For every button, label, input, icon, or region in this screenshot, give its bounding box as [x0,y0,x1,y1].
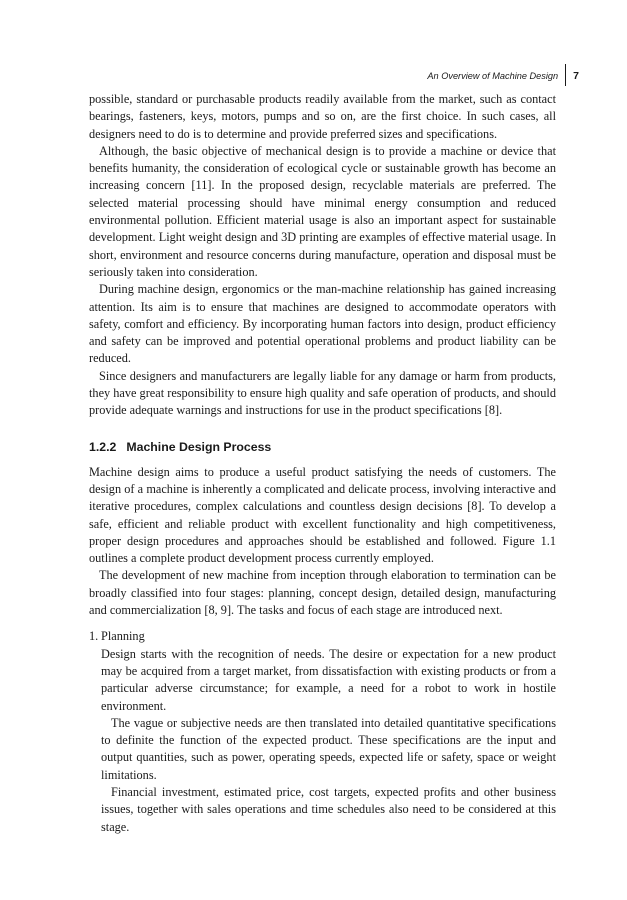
section-number: 1.2.2 [89,439,117,454]
stage-list [89,628,556,836]
body-paragraph: The development of new machine from inception through elaboration to termination can be broadly classified into four stages: planning, concept design, detailed design, manufacturing and commercialization [8, 9]. The tasks and focus of each stage are introduced next. [89,568,556,618]
page-number: 7 [573,70,579,82]
list-item [89,628,556,836]
running-head [427,64,579,86]
section-title: Machine Design Process [126,439,272,454]
list-item-paragraph: Design starts with the recognition of needs. The desire or expectation for a new product may be acquired from a target market, from dissatisfaction with existing products or from a particular adverse circumstance; for example, a need for a robot to work in hostile environment. [101,646,556,713]
body-paragraph: Since designers and manufacturers are legally liable for any damage or harm from products, they have great responsibility to ensure high quality and safe operation of products, and should provide adequate warnings and instructions for use in the product specifications [8]. [89,368,556,418]
list-item-number: 1. [89,629,99,644]
list-item-paragraph: The vague or subjective needs are then translated into detailed quantitative specifications to definite the function of the expected product. These specifications are the input and output quantities, such as power, operating speeds, expected life or safety, space or weight limitations. [101,715,556,782]
list-item-paragraph: Financial investment, estimated price, cost targets, expected profits and other business issues, together with sales operations and time schedules also need to be considered at this stage. [101,784,556,834]
section-heading [89,439,556,456]
body-paragraph: Although, the basic objective of mechanical design is to provide a machine or device that benefits humanity, the consideration of ecological cycle or sustainable growth has become an increasing concern [11]. In the proposed design, recyclable materials are preferred. The selected material processing should have minimal energy consumption and reduced environmental pollution. Efficient material usage is also an important aspect for sustainable development. Light weight design and 3D printing are examples of effective material usage. In short, environment and resource concerns during manufacture, operation and disposal must be seriously taken into consideration. [89,143,556,279]
body-paragraph: Machine design aims to produce a useful product satisfying the needs of customers. The design of a machine is inherently a complicated and delicate process, involving interactive and iterative procedures, complex calculations and countless design decisions [8]. To develop a safe, efficient and reliable product with excellent functionality and high competitiveness, proper design procedures and approaches should be established and followed. Figure 1.1 outlines a complete product development process currently employed. [89,464,556,566]
list-item-title: Planning [101,629,145,644]
body-paragraph: During machine design, ergonomics or the man-machine relationship has gained increasing attention. Its aim is to ensure that machines are designed to accommodate operators with safety, comfort and efficiency. By incorporating human factors into design, product efficiency and safety can be improved and potential operational problems and product liability can be reduced. [89,282,556,366]
running-title: An Overview of Machine Design [427,71,559,81]
body-paragraph: possible, standard or purchasable products readily available from the market, such as contact bearings, fasteners, keys, motors, pumps and so on, are the first choice. In such cases, all designers need to do is to determine and provide preferred sizes and specifications. [89,92,556,141]
page-body [89,91,556,836]
